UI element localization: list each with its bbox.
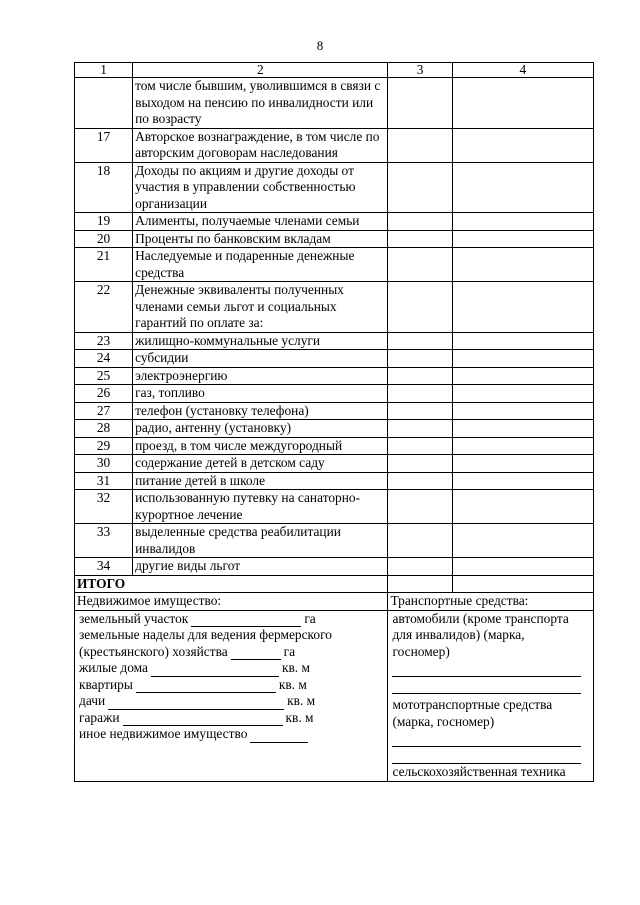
row-number: 17 (75, 128, 133, 162)
houses-line (79, 660, 383, 677)
apartments-unit: кв. м (278, 676, 307, 692)
row-number: 21 (75, 248, 133, 282)
row-value-col4[interactable] (452, 455, 593, 473)
row-value-col3[interactable] (388, 282, 452, 333)
row-description: газ, топливо (133, 385, 388, 403)
row-value-col4[interactable] (452, 230, 593, 248)
income-table (74, 62, 594, 782)
table-row (75, 350, 594, 368)
moto-field-1[interactable] (392, 730, 581, 747)
cars-field-1[interactable] (392, 660, 581, 677)
row-value-col3[interactable] (388, 437, 452, 455)
total-row (75, 575, 594, 593)
row-value-col3[interactable] (388, 128, 452, 162)
garages-line (79, 710, 383, 727)
other-property-field[interactable] (250, 729, 308, 743)
row-value-col3[interactable] (388, 162, 452, 213)
table-row (75, 420, 594, 438)
table-row (75, 490, 594, 524)
table-row (75, 455, 594, 473)
row-value-col4[interactable] (452, 282, 593, 333)
row-number: 19 (75, 213, 133, 231)
other-property-label: иное недвижимое имущество (79, 726, 248, 741)
row-value-col4[interactable] (452, 350, 593, 368)
total-label: ИТОГО (75, 575, 388, 593)
row-value-col3[interactable] (388, 524, 452, 558)
row-description: использованную путевку на санаторно-курортное лечение (133, 490, 388, 524)
assets-body-row (75, 610, 594, 781)
assets-header-row (75, 593, 594, 611)
row-value-col3[interactable] (388, 332, 452, 350)
row-number: 28 (75, 420, 133, 438)
land-plot-line (79, 611, 383, 628)
farm-plots-field[interactable] (231, 646, 281, 660)
row-value-col4[interactable] (452, 128, 593, 162)
total-value-col3[interactable] (388, 575, 452, 593)
row-value-col4[interactable] (452, 437, 593, 455)
row-description: электроэнергию (133, 367, 388, 385)
farm-plots-unit: га (283, 643, 296, 659)
table-row (75, 524, 594, 558)
total-value-col4[interactable] (452, 575, 593, 593)
garages-field[interactable] (123, 712, 283, 726)
row-value-col4[interactable] (452, 524, 593, 558)
row-number: 20 (75, 230, 133, 248)
houses-unit: кв. м (281, 660, 310, 675)
row-value-col3[interactable] (388, 385, 452, 403)
row-description: Алименты, получаемые членами семьи (133, 213, 388, 231)
row-value-col4[interactable] (452, 420, 593, 438)
row-number: 23 (75, 332, 133, 350)
row-value-col3[interactable] (388, 472, 452, 490)
farm-plots-line-1 (79, 627, 383, 644)
row-value-col3[interactable] (388, 490, 452, 524)
land-plot-label: земельный участок (79, 610, 189, 626)
dachas-unit: кв. м (287, 693, 316, 708)
header-col-3: 3 (388, 63, 452, 78)
row-value-col3[interactable] (388, 402, 452, 420)
row-description: Доходы по акциям и другие доходы от участия в управлении собственностью организации (133, 162, 388, 213)
transport-title: Транспортные средства: (388, 593, 594, 611)
land-plot-unit: га (304, 610, 316, 626)
land-plot-field[interactable] (191, 613, 301, 627)
table-row (75, 282, 594, 333)
row-number: 18 (75, 162, 133, 213)
row-value-col4[interactable] (452, 472, 593, 490)
table-row (75, 332, 594, 350)
header-col-4: 4 (452, 63, 593, 78)
row-number: 29 (75, 437, 133, 455)
row-number: 30 (75, 455, 133, 473)
row-value-col4[interactable] (452, 248, 593, 282)
row-number: 27 (75, 402, 133, 420)
row-value-col3[interactable] (388, 455, 452, 473)
table-row (75, 248, 594, 282)
table-row (75, 213, 594, 231)
row-number: 33 (75, 524, 133, 558)
table-row (75, 385, 594, 403)
row-value-col3[interactable] (388, 230, 452, 248)
garages-label: гаражи (79, 709, 120, 725)
dachas-field[interactable] (108, 696, 284, 710)
row-number: 32 (75, 490, 133, 524)
row-value-col3[interactable] (388, 367, 452, 385)
table-header-row (75, 63, 594, 78)
table-row (75, 558, 594, 576)
table-row (75, 230, 594, 248)
moto-field-2[interactable] (392, 747, 581, 764)
houses-field[interactable] (151, 663, 279, 677)
table-row (75, 402, 594, 420)
row-value-col3[interactable] (388, 78, 452, 129)
table-row (75, 162, 594, 213)
dachas-label: дачи (79, 693, 106, 708)
cars-label: автомобили (кроме транспорта для инвалидов) (марка, госномер) (392, 610, 569, 659)
row-description: питание детей в школе (133, 472, 388, 490)
row-description: выделенные средства реабилитации инвалидов (133, 524, 388, 558)
real-estate-section (75, 610, 388, 781)
apartments-line (79, 677, 383, 694)
row-description: Проценты по банковским вкладам (133, 230, 388, 248)
row-value-col4[interactable] (452, 332, 593, 350)
header-col-1: 1 (75, 63, 133, 78)
other-property-line (79, 726, 383, 743)
farm-plots-label-1: земельные наделы для ведения фермерского (79, 627, 332, 642)
apartments-label: квартиры (79, 676, 133, 692)
row-description: радио, антенну (установку) (133, 420, 388, 438)
row-number: 26 (75, 385, 133, 403)
table-row (75, 472, 594, 490)
table-row (75, 78, 594, 129)
row-value-col4[interactable] (452, 558, 593, 576)
row-value-col4[interactable] (452, 162, 593, 213)
row-description: Денежные эквиваленты полученных членами семьи льгот и социальных гарантий по оплате за: (133, 282, 388, 333)
row-description: другие виды льгот (133, 558, 388, 576)
row-description: Авторское вознаграждение, в том числе по авторским договорам наследования (133, 128, 388, 162)
moto-label: мототранспортные средства (марка, госномер) (392, 697, 553, 729)
row-description: проезд, в том числе междугородный (133, 437, 388, 455)
dachas-line (79, 693, 383, 710)
row-value-col4[interactable] (452, 490, 593, 524)
row-value-col3[interactable] (388, 350, 452, 368)
cars-field-2[interactable] (392, 677, 581, 694)
row-description: субсидии (133, 350, 388, 368)
row-number: 34 (75, 558, 133, 576)
row-description: том числе бывшим, уволившимся в связи с выходом на пенсию по инвалидности или по возрасту (133, 78, 388, 129)
row-description: содержание детей в детском саду (133, 455, 388, 473)
row-value-col3[interactable] (388, 213, 452, 231)
row-number: 25 (75, 367, 133, 385)
table-row (75, 128, 594, 162)
row-value-col4[interactable] (452, 402, 593, 420)
row-description: жилищно-коммунальные услуги (133, 332, 388, 350)
row-number: 24 (75, 350, 133, 368)
row-value-col3[interactable] (388, 558, 452, 576)
transport-section (388, 610, 594, 781)
garages-unit: кв. м (285, 709, 314, 725)
apartments-field[interactable] (136, 679, 276, 693)
row-value-col3[interactable] (388, 248, 452, 282)
row-value-col4[interactable] (452, 213, 593, 231)
farm-plots-label-2: (крестьянского) хозяйства (79, 643, 228, 659)
farm-plots-line-2 (79, 644, 383, 661)
row-value-col4[interactable] (452, 367, 593, 385)
row-description: телефон (установку телефона) (133, 402, 388, 420)
table-row (75, 367, 594, 385)
row-value-col4[interactable] (452, 78, 593, 129)
row-value-col3[interactable] (388, 420, 452, 438)
houses-label: жилые дома (79, 660, 148, 675)
row-number: 22 (75, 282, 133, 333)
row-number: 31 (75, 472, 133, 490)
row-number (75, 78, 133, 129)
row-description: Наследуемые и подаренные денежные средства (133, 248, 388, 282)
agri-label: сельскохозяйственная техника (392, 764, 566, 779)
table-row (75, 437, 594, 455)
page-number: 8 (316, 38, 324, 53)
row-value-col4[interactable] (452, 385, 593, 403)
header-col-2: 2 (133, 63, 388, 78)
real-estate-title: Недвижимое имущество: (75, 593, 388, 611)
